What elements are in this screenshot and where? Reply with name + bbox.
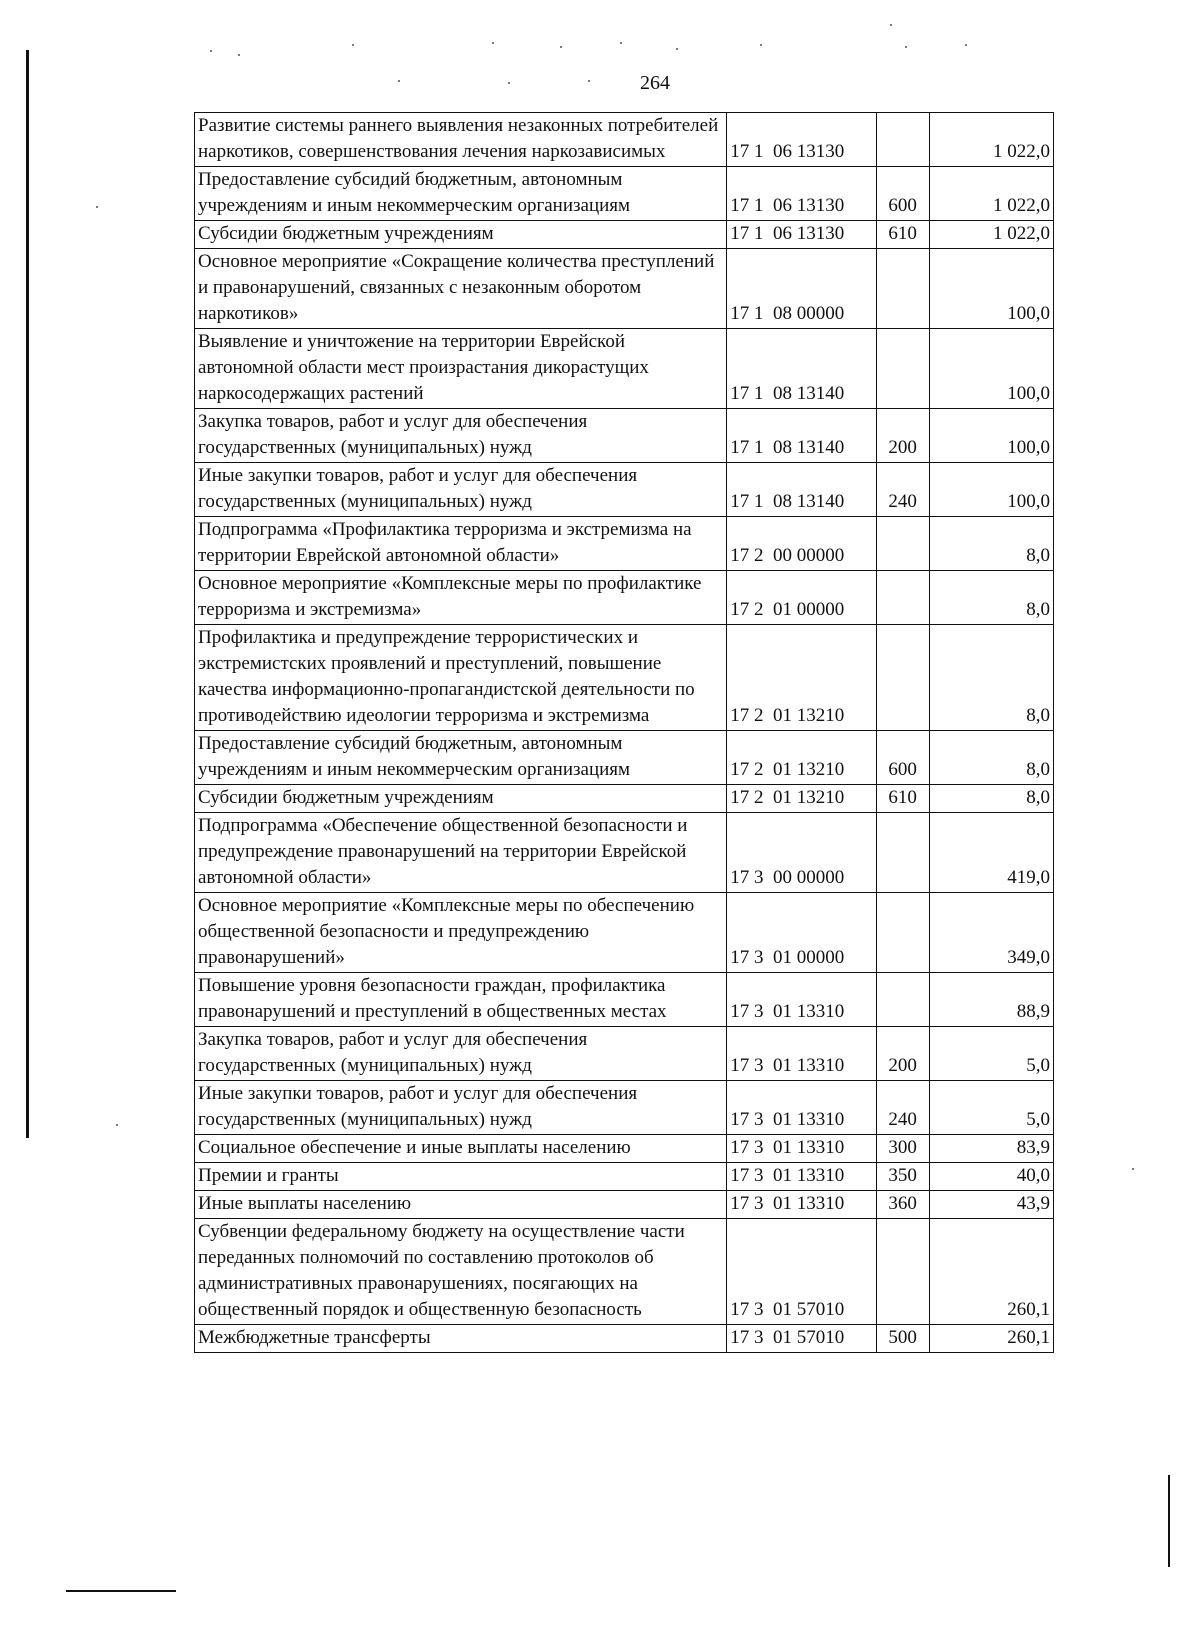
row-amount-cell: 8,0	[929, 517, 1053, 571]
row-amount-cell: 419,0	[929, 813, 1053, 893]
row-code-cell: 17 2 00 00000	[727, 517, 876, 571]
row-name-cell: Межбюджетные трансферты	[195, 1325, 727, 1353]
row-expense-type-cell: 300	[876, 1135, 929, 1163]
row-amount-cell: 5,0	[929, 1027, 1053, 1081]
row-amount-cell: 88,9	[929, 973, 1053, 1027]
table-row	[195, 1191, 1054, 1219]
row-name-cell: Выявление и уничтожение на территории Еврейской автономной области мест произрастания дикорастущих наркосодержащих растений	[195, 329, 727, 409]
row-amount-cell: 100,0	[929, 249, 1053, 329]
row-amount-cell: 1 022,0	[929, 221, 1053, 249]
row-expense-type-cell	[876, 249, 929, 329]
table-row	[195, 1081, 1054, 1135]
table-row	[195, 1135, 1054, 1163]
row-name-cell: Подпрограмма «Обеспечение общественной безопасности и предупреждение правонарушений на территории Еврейской автономной области»	[195, 813, 727, 893]
row-amount-cell: 5,0	[929, 1081, 1053, 1135]
row-name-cell: Профилактика и предупреждение террористических и экстремистских проявлений и преступлений, повышение качества информационно-пропагандистской деятельности по противодействию идеологии терроризма и экстремизма	[195, 625, 727, 731]
row-code-cell: 17 1 06 13130	[727, 221, 876, 249]
left-margin-line	[26, 50, 29, 1138]
scan-speck	[560, 46, 562, 48]
row-expense-type-cell	[876, 113, 929, 167]
footnote-rule	[66, 1590, 176, 1592]
row-name-cell: Иные закупки товаров, работ и услуг для обеспечения государственных (муниципальных) нужд	[195, 1081, 727, 1135]
row-amount-cell: 83,9	[929, 1135, 1053, 1163]
table-row	[195, 1219, 1054, 1325]
table-row	[195, 221, 1054, 249]
row-amount-cell: 1 022,0	[929, 167, 1053, 221]
row-amount-cell: 100,0	[929, 409, 1053, 463]
scan-speck	[352, 44, 354, 46]
row-name-cell: Социальное обеспечение и иные выплаты населению	[195, 1135, 727, 1163]
table-row	[195, 893, 1054, 973]
row-code-cell: 17 2 01 13210	[727, 731, 876, 785]
right-margin-line	[1168, 1475, 1170, 1567]
table-row	[195, 973, 1054, 1027]
scan-speck	[210, 50, 212, 52]
row-code-cell: 17 3 01 57010	[727, 1219, 876, 1325]
row-code-cell: 17 2 01 13210	[727, 785, 876, 813]
table-row	[195, 813, 1054, 893]
row-expense-type-cell: 350	[876, 1163, 929, 1191]
table-row	[195, 571, 1054, 625]
row-expense-type-cell: 240	[876, 1081, 929, 1135]
row-name-cell: Предоставление субсидий бюджетным, автономным учреждениям и иным некоммерческим организациям	[195, 167, 727, 221]
row-expense-type-cell	[876, 571, 929, 625]
row-code-cell: 17 1 08 13140	[727, 463, 876, 517]
scan-speck	[1132, 1168, 1134, 1170]
row-amount-cell: 260,1	[929, 1219, 1053, 1325]
row-amount-cell: 8,0	[929, 625, 1053, 731]
row-code-cell: 17 2 01 13210	[727, 625, 876, 731]
row-name-cell: Основное мероприятие «Комплексные меры по профилактике терроризма и экстремизма»	[195, 571, 727, 625]
row-name-cell: Развитие системы раннего выявления незаконных потребителей наркотиков, совершенствования лечения наркозависимых	[195, 113, 727, 167]
scan-speck	[676, 48, 678, 50]
table-row	[195, 1027, 1054, 1081]
table-row	[195, 113, 1054, 167]
row-amount-cell: 8,0	[929, 571, 1053, 625]
row-amount-cell: 349,0	[929, 893, 1053, 973]
budget-table	[194, 112, 1054, 1353]
table-row	[195, 249, 1054, 329]
row-amount-cell: 1 022,0	[929, 113, 1053, 167]
row-code-cell: 17 3 01 13310	[727, 1135, 876, 1163]
row-name-cell: Иные закупки товаров, работ и услуг для обеспечения государственных (муниципальных) нужд	[195, 463, 727, 517]
row-expense-type-cell	[876, 813, 929, 893]
row-expense-type-cell: 200	[876, 1027, 929, 1081]
row-name-cell: Подпрограмма «Профилактика терроризма и экстремизма на территории Еврейской автономной области»	[195, 517, 727, 571]
row-amount-cell: 40,0	[929, 1163, 1053, 1191]
row-name-cell: Иные выплаты населению	[195, 1191, 727, 1219]
row-code-cell: 17 3 01 57010	[727, 1325, 876, 1353]
table-row	[195, 1325, 1054, 1353]
row-expense-type-cell: 360	[876, 1191, 929, 1219]
row-expense-type-cell	[876, 517, 929, 571]
scan-speck	[620, 42, 622, 44]
table-row	[195, 1163, 1054, 1191]
scan-speck	[238, 54, 240, 56]
scan-speck	[905, 46, 907, 48]
row-code-cell: 17 3 01 13310	[727, 1081, 876, 1135]
scan-speck	[116, 1124, 118, 1126]
row-code-cell: 17 3 01 13310	[727, 1027, 876, 1081]
scan-speck	[965, 44, 967, 46]
row-name-cell: Предоставление субсидий бюджетным, автономным учреждениям и иным некоммерческим организациям	[195, 731, 727, 785]
row-name-cell: Субсидии бюджетным учреждениям	[195, 221, 727, 249]
table-row	[195, 785, 1054, 813]
row-expense-type-cell	[876, 893, 929, 973]
row-name-cell: Закупка товаров, работ и услуг для обеспечения государственных (муниципальных) нужд	[195, 1027, 727, 1081]
row-expense-type-cell	[876, 1219, 929, 1325]
row-expense-type-cell: 240	[876, 463, 929, 517]
table-row	[195, 625, 1054, 731]
row-expense-type-cell: 600	[876, 731, 929, 785]
row-name-cell: Основное мероприятие «Комплексные меры по обеспечению общественной безопасности и предупреждению правонарушений»	[195, 893, 727, 973]
row-code-cell: 17 2 01 00000	[727, 571, 876, 625]
row-expense-type-cell	[876, 973, 929, 1027]
row-amount-cell: 8,0	[929, 731, 1053, 785]
row-expense-type-cell: 600	[876, 167, 929, 221]
page-number: 264	[640, 72, 670, 94]
row-code-cell: 17 1 08 13140	[727, 409, 876, 463]
row-expense-type-cell: 610	[876, 221, 929, 249]
row-code-cell: 17 3 01 00000	[727, 893, 876, 973]
row-expense-type-cell: 200	[876, 409, 929, 463]
table-row	[195, 329, 1054, 409]
row-expense-type-cell: 500	[876, 1325, 929, 1353]
row-amount-cell: 260,1	[929, 1325, 1053, 1353]
row-code-cell: 17 3 01 13310	[727, 973, 876, 1027]
row-amount-cell: 100,0	[929, 329, 1053, 409]
table-row	[195, 517, 1054, 571]
table-row	[195, 409, 1054, 463]
row-name-cell: Повышение уровня безопасности граждан, профилактика правонарушений и преступлений в общественных местах	[195, 973, 727, 1027]
row-amount-cell: 43,9	[929, 1191, 1053, 1219]
row-code-cell: 17 1 08 00000	[727, 249, 876, 329]
row-code-cell: 17 3 00 00000	[727, 813, 876, 893]
row-code-cell: 17 3 01 13310	[727, 1163, 876, 1191]
row-name-cell: Основное мероприятие «Сокращение количества преступлений и правонарушений, связанных с незаконным оборотом наркотиков»	[195, 249, 727, 329]
row-expense-type-cell	[876, 625, 929, 731]
row-expense-type-cell	[876, 329, 929, 409]
row-expense-type-cell: 610	[876, 785, 929, 813]
row-name-cell: Закупка товаров, работ и услуг для обеспечения государственных (муниципальных) нужд	[195, 409, 727, 463]
table-row	[195, 167, 1054, 221]
scan-speck	[492, 42, 494, 44]
table-row	[195, 463, 1054, 517]
row-code-cell: 17 3 01 13310	[727, 1191, 876, 1219]
row-code-cell: 17 1 08 13140	[727, 329, 876, 409]
row-name-cell: Субвенции федеральному бюджету на осуществление части переданных полномочий по составлению протоколов об административных правонарушениях, посягающих на общественный порядок и общественную безопасность	[195, 1219, 727, 1325]
scan-speck	[890, 24, 892, 26]
row-amount-cell: 100,0	[929, 463, 1053, 517]
budget-table-body	[195, 113, 1054, 1353]
table-row	[195, 731, 1054, 785]
row-name-cell: Премии и гранты	[195, 1163, 727, 1191]
row-code-cell: 17 1 06 13130	[727, 113, 876, 167]
row-amount-cell: 8,0	[929, 785, 1053, 813]
row-name-cell: Субсидии бюджетным учреждениям	[195, 785, 727, 813]
scan-speck	[96, 206, 98, 208]
scan-speck	[760, 44, 762, 46]
row-code-cell: 17 1 06 13130	[727, 167, 876, 221]
